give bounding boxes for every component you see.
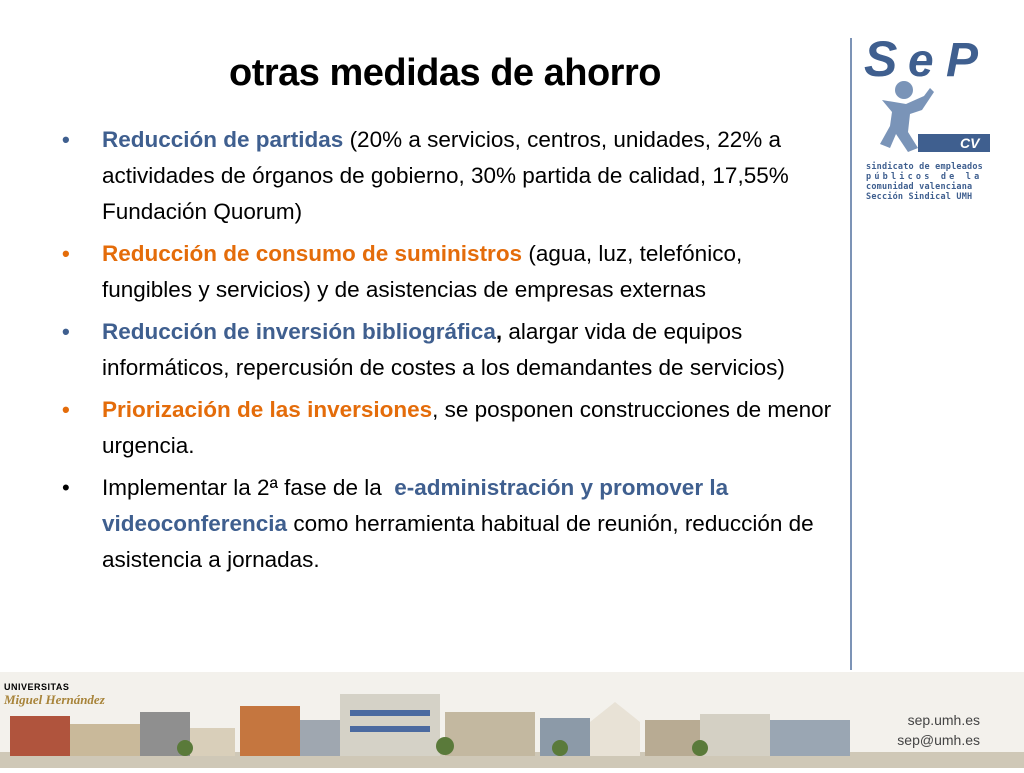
bullet-text: (20% a servicios, centros, unidades, 22% a actividades de órganos de gobierno, 30% partida de calidad, 17,55% Fundación Quorum) xyxy=(102,127,789,224)
figure-head xyxy=(895,81,913,99)
footer-buildings-strip xyxy=(0,672,1024,768)
bullet-item xyxy=(62,392,832,464)
university-logo-line1: UNIVERSITAS xyxy=(4,682,70,692)
bullet-item xyxy=(62,236,832,308)
contact-email[interactable]: sep@umh.es xyxy=(897,732,980,748)
bullet-highlight: Priorización de las inversiones xyxy=(102,397,433,422)
bullet-item xyxy=(62,470,832,578)
bullet-highlight: Reducción de partidas xyxy=(102,127,344,152)
divider-line xyxy=(850,38,852,670)
bullet-prefix: Implementar la 2ª fase de la xyxy=(102,475,395,500)
slide-title: otras medidas de ahorro xyxy=(229,52,661,94)
logo-line: públicos de la xyxy=(866,172,983,182)
bullet-dot: • xyxy=(62,319,70,344)
bullet-item xyxy=(62,314,832,386)
university-logo xyxy=(4,682,134,708)
bullet-item xyxy=(62,122,832,230)
bullet-text: (agua, luz, telefónico, fungibles y servicios) y de asistencias de empresas externas xyxy=(102,241,743,302)
sep-logo xyxy=(862,30,992,210)
logo-letter-p: P xyxy=(946,34,979,87)
logo-subtext xyxy=(866,162,994,202)
bullet-highlight: e-administración y promover la videoconferencia xyxy=(102,475,729,536)
university-logo-line2: Miguel Hernández xyxy=(4,692,105,707)
contact-info xyxy=(897,710,980,750)
bullet-dot: • xyxy=(62,397,70,422)
campus-buildings-illustration xyxy=(0,672,1024,768)
contact-web[interactable]: sep.umh.es xyxy=(907,712,980,728)
bullet-text: como herramienta habitual de reunión, reducción de asistencia a jornadas. xyxy=(102,511,814,572)
bullet-dot: • xyxy=(62,127,70,152)
bullet-dot: • xyxy=(62,475,70,500)
bullet-highlight: Reducción de inversión bibliográfica xyxy=(102,319,496,344)
logo-letter-e: e xyxy=(908,34,934,86)
logo-line: sindicato de empleados xyxy=(866,162,983,172)
logo-letter-s: S xyxy=(864,31,898,87)
bullet-list xyxy=(62,122,832,584)
bullet-dot: • xyxy=(62,241,70,266)
cv-badge-text: CV xyxy=(960,135,980,151)
bullet-highlight: Reducción de consumo de suministros xyxy=(102,241,523,266)
bullet-text: , se posponen construcciones de menor urgencia. xyxy=(102,397,832,458)
logo-line: Sección Sindical UMH xyxy=(866,192,973,202)
bullet-text: alargar vida de equipos informáticos, repercusión de costes a los demandantes de servicios) xyxy=(102,319,785,380)
sep-logo-graphic xyxy=(862,30,992,160)
logo-line: comunidad valenciana xyxy=(866,182,973,192)
bullet-comma: , xyxy=(495,319,503,344)
